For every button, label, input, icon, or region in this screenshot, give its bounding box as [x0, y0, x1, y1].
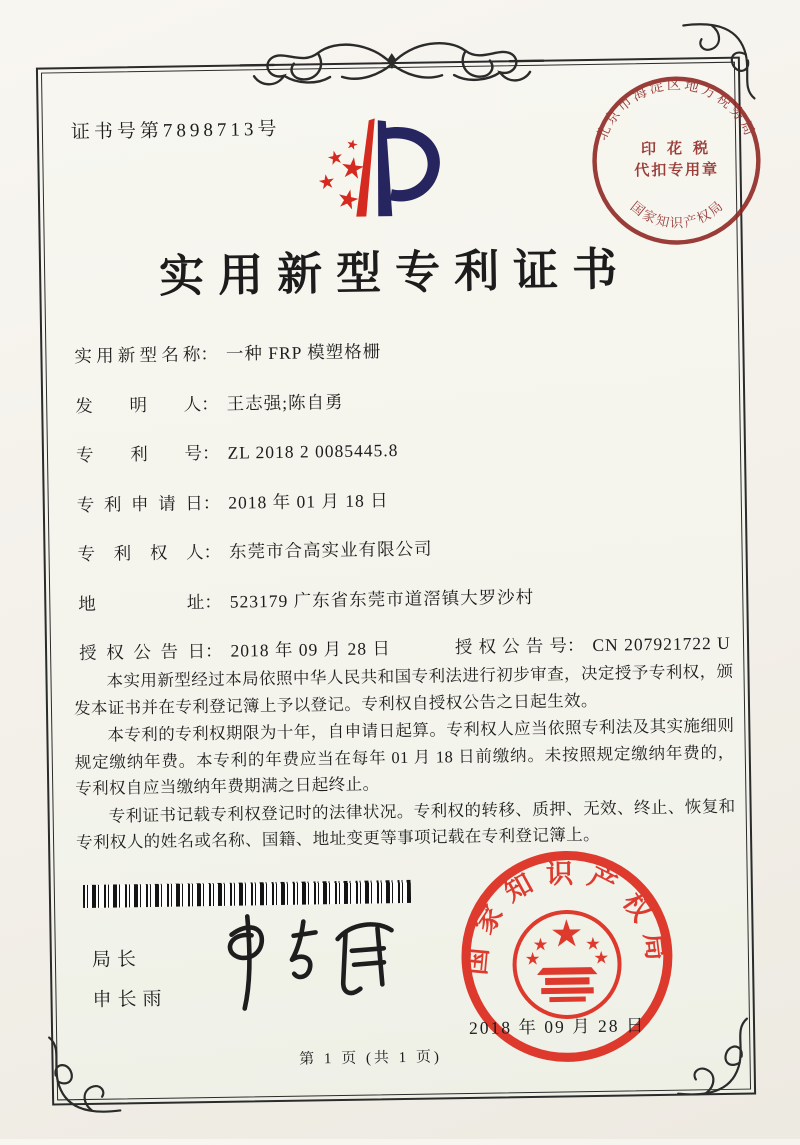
field-row-name: 实用新型名称： 一种 FRP 模塑格栅 [74, 341, 382, 367]
paragraph-grant: 本实用新型经过本局依照中华人民共和国专利法进行初步审查，决定授予专利权，颁发本证书并在专利登记簿上予以登记。专利权自授权公告之日起生效。 [73, 661, 734, 718]
svg-text:北京市海淀区地方税务局 [592, 75, 759, 143]
stamp-center-line2: 代扣专用章 [634, 162, 719, 180]
paragraph-register: 专利证书记载专利权登记时的法律状况。专利权的转移、质押、无效、终止、恢复和专利权人的姓名或名称、国籍、地址变更等事项记载在专利登记簿上。 [75, 796, 736, 853]
tax-stamp [586, 70, 767, 251]
field-row-filing-date: 专利申请日： 2018 年 01 月 18 日 [76, 489, 389, 515]
dragon-ornament-icon [239, 28, 544, 99]
national-emblem-icon [514, 911, 621, 1018]
field-row-patent-number: 专利号： ZL 2018 2 0085445.8 [75, 440, 399, 466]
field-row-grant-date: 授权公告日： 2018 年 09 月 28 日 授权公告号： CN 207921722 U [78, 632, 732, 664]
svg-text:国家知识产权局 [459, 857, 673, 977]
svg-text:国家知识产权局 [628, 197, 728, 231]
cnipa-logo-icon [315, 103, 489, 238]
stamp-center-line1: 印 花 税 [640, 140, 712, 159]
stamp-arc-top-text: 北京市海淀区地方税务局 [593, 77, 759, 143]
director-block [92, 940, 168, 1021]
legal-text [73, 659, 736, 858]
seal-date: 2018 年 09 月 28 日 [468, 1015, 646, 1038]
field-row-inventor: 发明人： 王志强;陈自勇 [75, 391, 344, 416]
director-title: 局长 [91, 949, 143, 971]
field-list [74, 331, 739, 688]
corner-flourish-icon [43, 1034, 126, 1119]
director-name: 申长雨 [92, 988, 168, 1011]
page-number: 第 1 页 (共 1 页) [299, 1049, 443, 1068]
field-row-address: 地址： 523179 广东省东莞市道滘镇大罗沙村 [78, 586, 535, 614]
certificate-title: 实用新型专利证书 [158, 244, 632, 302]
director-signature [201, 900, 418, 1021]
field-row-patentee: 专利权人： 东莞市合高实业有限公司 [77, 538, 433, 565]
paragraph-term-fees: 本专利的专利权期限为十年，自申请日起算。专利权人应当依照专利法及其实施细则规定缴纳年费。本专利的年费应当在每年 01 月 18 日前缴纳。未按照规定缴纳年费的，专利权自应当缴纳年费期满之日起终止。 [74, 715, 735, 799]
field-grant-number: 授权公告号： CN 207921722 U [454, 632, 732, 658]
seal-arc-text: 国家知识产权局 [460, 858, 674, 977]
certificate-number: 证书号第7898713号 [70, 118, 281, 144]
stamp-arc-bottom-text: 国家知识产权局 [627, 197, 727, 231]
